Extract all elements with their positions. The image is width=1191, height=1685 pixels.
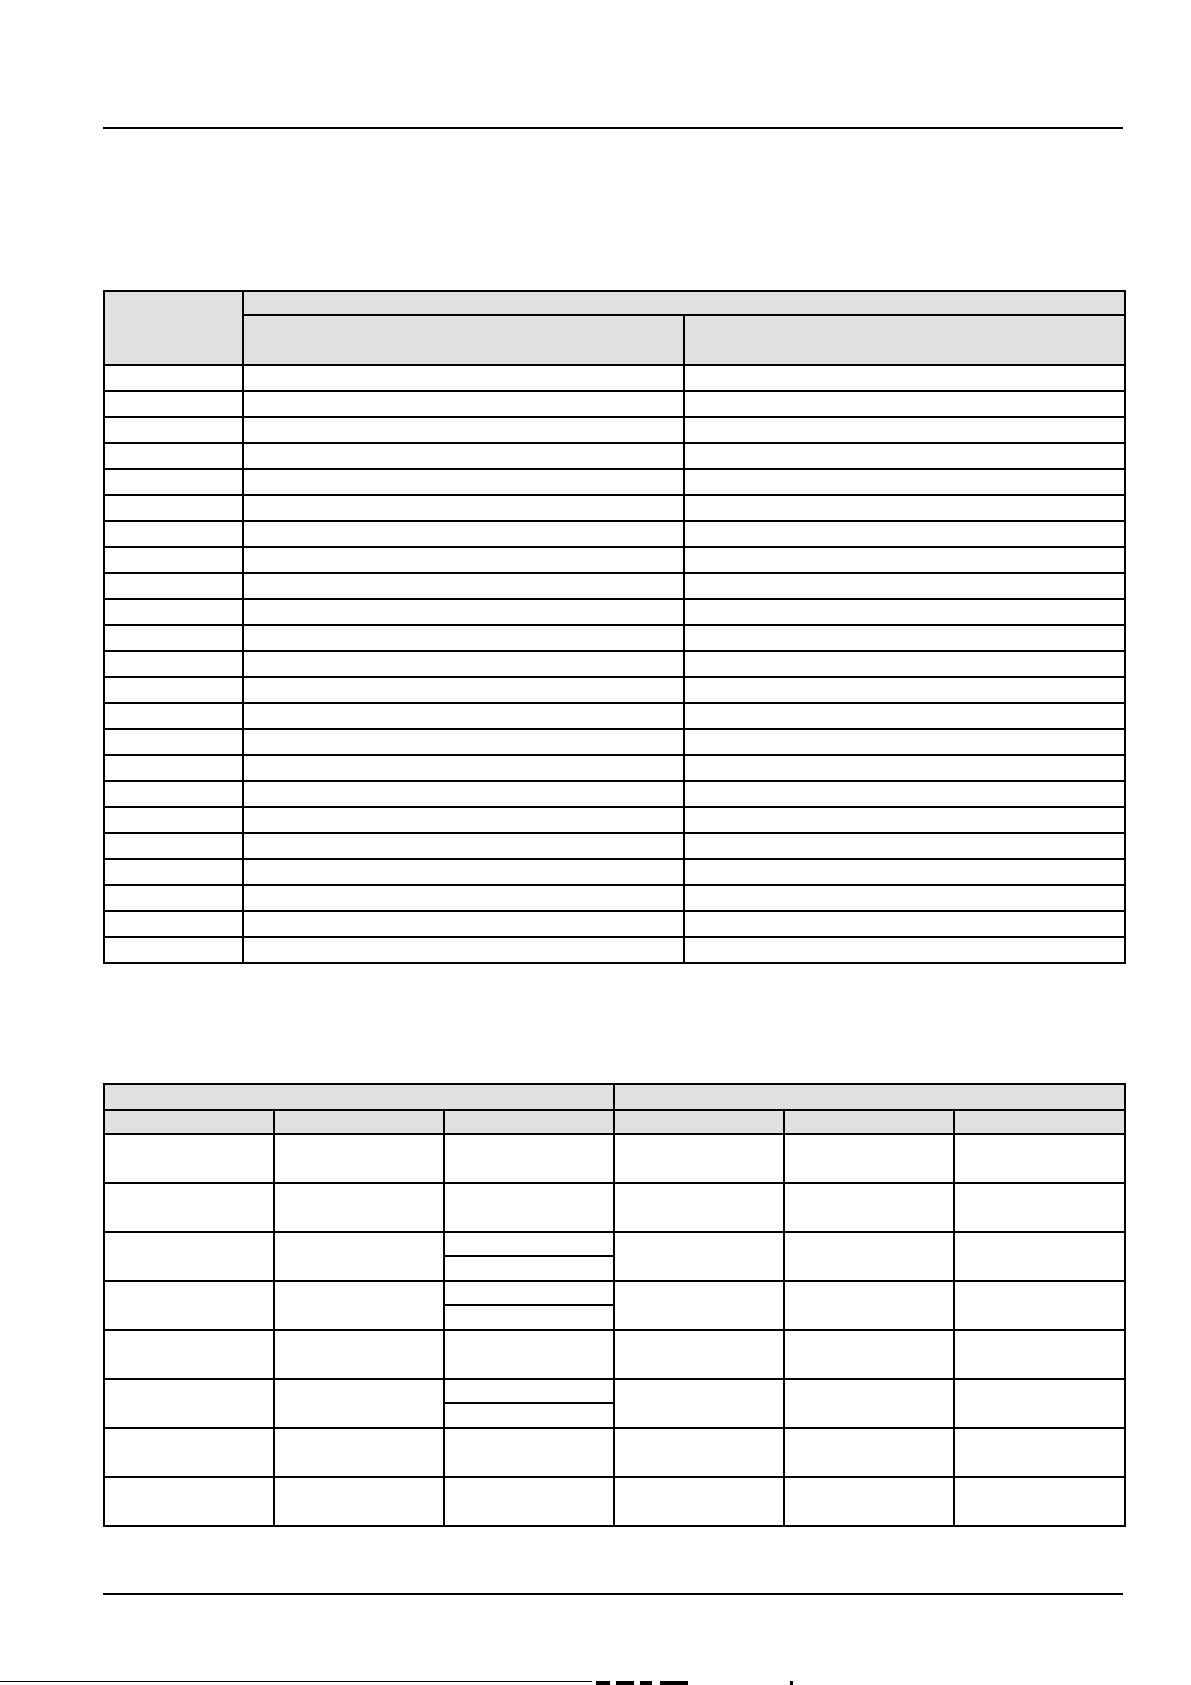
table-row bbox=[104, 781, 1125, 807]
table-cell bbox=[684, 599, 1125, 625]
table-cell bbox=[614, 1281, 784, 1330]
table-cell bbox=[243, 911, 684, 937]
table-cell bbox=[104, 1134, 274, 1183]
table-cell bbox=[684, 495, 1125, 521]
table-cell bbox=[104, 885, 243, 911]
table-cell bbox=[684, 755, 1125, 781]
table-row bbox=[104, 495, 1125, 521]
table-cell bbox=[444, 1477, 614, 1526]
table-cell bbox=[243, 781, 684, 807]
table-cell bbox=[104, 1330, 274, 1379]
table-cell bbox=[104, 677, 243, 703]
table-cell bbox=[684, 365, 1125, 391]
table-cell bbox=[444, 1134, 614, 1183]
table-cell bbox=[104, 469, 243, 495]
table-cell bbox=[104, 729, 243, 755]
table-cell bbox=[274, 1477, 444, 1526]
table-cell bbox=[614, 1330, 784, 1379]
table-cell bbox=[243, 391, 684, 417]
table-cell bbox=[614, 1428, 784, 1477]
table-2-column-header bbox=[784, 1110, 954, 1134]
table-cell bbox=[684, 677, 1125, 703]
table-2-column-header bbox=[444, 1110, 614, 1134]
table-cell bbox=[104, 443, 243, 469]
table-cell bbox=[104, 833, 243, 859]
table-row bbox=[104, 703, 1125, 729]
table-2-column-header bbox=[104, 1110, 274, 1134]
table-cell bbox=[954, 1330, 1125, 1379]
table-cell bbox=[104, 521, 243, 547]
table-row bbox=[104, 755, 1125, 781]
table-cell bbox=[614, 1477, 784, 1526]
table-row bbox=[104, 911, 1125, 937]
table-row bbox=[104, 677, 1125, 703]
table-2-column-header bbox=[614, 1110, 784, 1134]
table-cell bbox=[243, 703, 684, 729]
table-cell bbox=[274, 1281, 444, 1330]
table-cell bbox=[684, 391, 1125, 417]
table-cell bbox=[784, 1428, 954, 1477]
table-cell bbox=[243, 521, 684, 547]
table-cell bbox=[954, 1232, 1125, 1281]
table-cell bbox=[243, 495, 684, 521]
table-cell bbox=[784, 1183, 954, 1232]
table-row bbox=[104, 1134, 1125, 1183]
table-row bbox=[104, 443, 1125, 469]
table-1 bbox=[103, 290, 1126, 964]
table-1-header-row bbox=[104, 291, 1125, 315]
table-cell bbox=[684, 573, 1125, 599]
table-cell bbox=[243, 573, 684, 599]
table-row bbox=[104, 807, 1125, 833]
table-row bbox=[104, 1281, 1125, 1305]
table-subcell bbox=[444, 1256, 614, 1281]
table-row bbox=[104, 651, 1125, 677]
table-cell bbox=[243, 755, 684, 781]
table-cell bbox=[104, 365, 243, 391]
table-cell bbox=[954, 1428, 1125, 1477]
table-cell bbox=[104, 807, 243, 833]
table-row bbox=[104, 573, 1125, 599]
table-cell bbox=[243, 599, 684, 625]
table-cell bbox=[104, 1183, 274, 1232]
table-cell bbox=[784, 1477, 954, 1526]
table-cell bbox=[104, 703, 243, 729]
table-cell bbox=[784, 1330, 954, 1379]
table-cell bbox=[614, 1183, 784, 1232]
table-subcell bbox=[444, 1232, 614, 1256]
table-1-group-header bbox=[243, 291, 1125, 315]
table-cell bbox=[954, 1379, 1125, 1428]
table-row bbox=[104, 365, 1125, 391]
table-cell bbox=[243, 365, 684, 391]
table-cell bbox=[614, 1134, 784, 1183]
table-2 bbox=[103, 1083, 1126, 1527]
table-cell bbox=[104, 599, 243, 625]
table-cell bbox=[684, 937, 1125, 963]
table-cell bbox=[104, 1232, 274, 1281]
table-cell bbox=[104, 547, 243, 573]
table-cell bbox=[243, 885, 684, 911]
table-cell bbox=[104, 573, 243, 599]
table-cell bbox=[243, 443, 684, 469]
table-cell bbox=[614, 1232, 784, 1281]
table-cell bbox=[614, 1379, 784, 1428]
table-cell bbox=[104, 1477, 274, 1526]
table-cell bbox=[243, 547, 684, 573]
table-cell bbox=[243, 859, 684, 885]
table-subcell bbox=[444, 1403, 614, 1428]
table-cell bbox=[684, 469, 1125, 495]
table-row bbox=[104, 1330, 1125, 1379]
table-row bbox=[104, 599, 1125, 625]
table-cell bbox=[104, 417, 243, 443]
table-row bbox=[104, 417, 1125, 443]
table-cell bbox=[684, 651, 1125, 677]
table-2-column-header-row bbox=[104, 1110, 1125, 1134]
table-1-corner-cell bbox=[104, 291, 243, 365]
table-row bbox=[104, 1183, 1125, 1232]
table-cell bbox=[243, 729, 684, 755]
table-cell bbox=[104, 781, 243, 807]
table-cell bbox=[784, 1281, 954, 1330]
table-cell bbox=[243, 807, 684, 833]
table-cell bbox=[243, 625, 684, 651]
table-2-group-header bbox=[614, 1084, 1125, 1110]
table-cell bbox=[954, 1477, 1125, 1526]
table-cell bbox=[684, 911, 1125, 937]
table-subcell bbox=[444, 1379, 614, 1403]
table-cell bbox=[274, 1183, 444, 1232]
table-2-column-header bbox=[274, 1110, 444, 1134]
table-cell bbox=[274, 1134, 444, 1183]
table-cell bbox=[684, 443, 1125, 469]
table-cell bbox=[684, 807, 1125, 833]
table-cell bbox=[684, 625, 1125, 651]
table-cell bbox=[684, 781, 1125, 807]
table-row bbox=[104, 1379, 1125, 1403]
table-row bbox=[104, 1428, 1125, 1477]
table-cell bbox=[104, 911, 243, 937]
table-cell bbox=[684, 859, 1125, 885]
table-cell bbox=[104, 495, 243, 521]
table-row bbox=[104, 1232, 1125, 1256]
table-cell bbox=[954, 1183, 1125, 1232]
table-2-column-header bbox=[954, 1110, 1125, 1134]
table-cell bbox=[444, 1428, 614, 1477]
table-cell bbox=[444, 1330, 614, 1379]
table-row bbox=[104, 833, 1125, 859]
table-cell bbox=[104, 651, 243, 677]
table-cell bbox=[954, 1281, 1125, 1330]
table-cell bbox=[684, 521, 1125, 547]
table-cell bbox=[684, 417, 1125, 443]
table-cell bbox=[784, 1232, 954, 1281]
table-cell bbox=[104, 1281, 274, 1330]
table-cell bbox=[243, 833, 684, 859]
table-row bbox=[104, 469, 1125, 495]
table-cell bbox=[954, 1134, 1125, 1183]
table-row bbox=[104, 937, 1125, 963]
table-cell bbox=[684, 703, 1125, 729]
table-row bbox=[104, 1477, 1125, 1526]
scan-artifact-strip bbox=[0, 1681, 1191, 1685]
table-cell bbox=[104, 625, 243, 651]
table-cell bbox=[243, 677, 684, 703]
table-cell bbox=[784, 1134, 954, 1183]
table-cell bbox=[684, 547, 1125, 573]
table-1-column-header bbox=[243, 315, 684, 365]
table-row bbox=[104, 521, 1125, 547]
table-cell bbox=[784, 1379, 954, 1428]
table-cell bbox=[104, 859, 243, 885]
table-cell bbox=[684, 885, 1125, 911]
table-cell bbox=[104, 391, 243, 417]
table-row bbox=[104, 625, 1125, 651]
table-cell bbox=[243, 469, 684, 495]
table-cell bbox=[684, 729, 1125, 755]
table-cell bbox=[274, 1232, 444, 1281]
table-row bbox=[104, 885, 1125, 911]
table-cell bbox=[104, 937, 243, 963]
table-2-group-header-row bbox=[104, 1084, 1125, 1110]
table-cell bbox=[274, 1428, 444, 1477]
table-cell bbox=[274, 1379, 444, 1428]
table-cell bbox=[104, 1428, 274, 1477]
table-row bbox=[104, 391, 1125, 417]
table-cell bbox=[104, 755, 243, 781]
table-1-column-header bbox=[684, 315, 1125, 365]
table-cell bbox=[274, 1330, 444, 1379]
header-rule bbox=[103, 127, 1123, 129]
footer-rule bbox=[103, 1593, 1123, 1595]
table-cell bbox=[444, 1183, 614, 1232]
table-row bbox=[104, 547, 1125, 573]
table-subcell bbox=[444, 1305, 614, 1330]
table-cell bbox=[243, 937, 684, 963]
table-subcell bbox=[444, 1281, 614, 1305]
table-row bbox=[104, 859, 1125, 885]
table-2-group-header bbox=[104, 1084, 614, 1110]
table-cell bbox=[243, 417, 684, 443]
table-1-subheader-row bbox=[104, 315, 1125, 365]
table-cell bbox=[243, 651, 684, 677]
table-row bbox=[104, 729, 1125, 755]
table-cell bbox=[104, 1379, 274, 1428]
table-cell bbox=[684, 833, 1125, 859]
